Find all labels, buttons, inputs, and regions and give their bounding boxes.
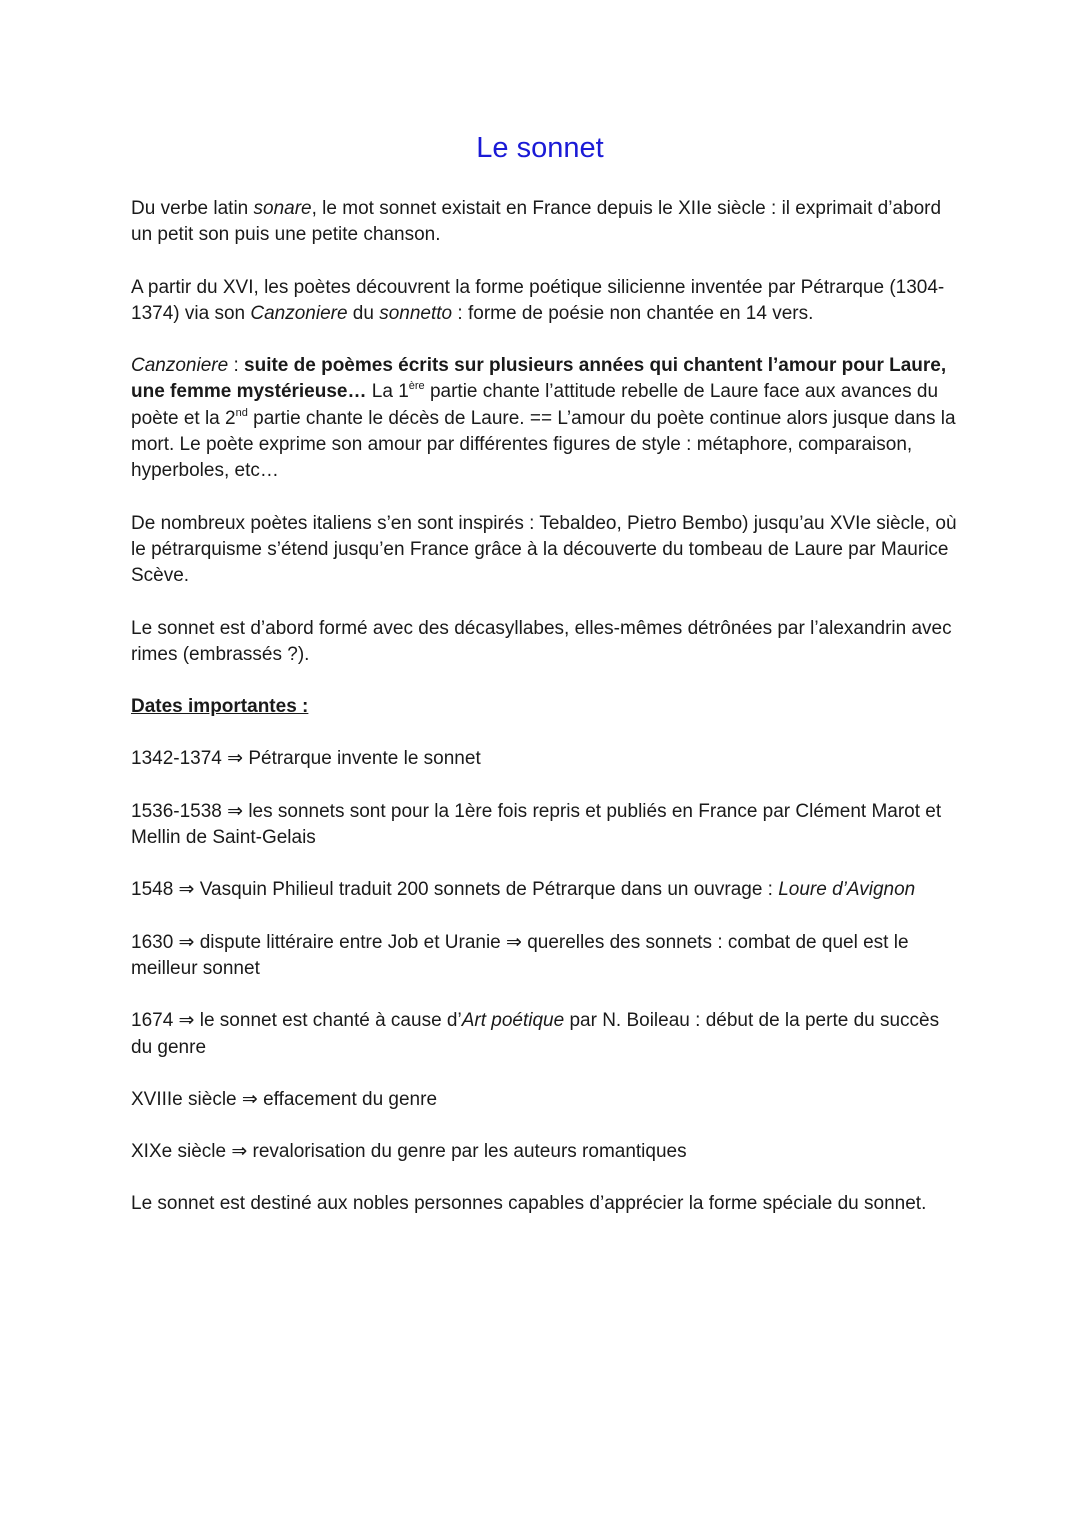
- text-run: du: [347, 302, 380, 324]
- italic-term: Canzoniere: [131, 355, 229, 377]
- date-entry: XVIIIe siècle ⇒ effacement du genre: [131, 1088, 438, 1110]
- date-entry: 1536-1538 ⇒ les sonnets sont pour la 1ère fois repris et publiés en France par Clément Marot et Mellin de Saint-Gelais: [131, 800, 942, 849]
- text-run: Du verbe latin: [131, 198, 254, 219]
- paragraph-form: Le sonnet est d’abord formé avec des décasyllabes, elles-mêmes détrônées par l’alexandrin avec rimes (embrassés ?).: [131, 617, 952, 665]
- date-entry: 1342-1374 ⇒ Pétrarque invente le sonnet: [131, 748, 481, 770]
- italic-term: Canzoniere: [250, 302, 348, 324]
- text-run: partie chante l’attitude rebelle de Laure face aux avances du poète et la 2: [131, 381, 939, 429]
- italic-term: Loure d’Avignon: [778, 879, 916, 901]
- paragraph-canzoniere: [131, 353, 961, 484]
- text-run: :: [228, 355, 245, 377]
- italic-term: Art poétique: [461, 1010, 565, 1032]
- superscript: ère: [408, 380, 425, 393]
- text-run: 1674 ⇒ le sonnet est chanté à cause d’: [131, 1010, 462, 1032]
- paragraph-influence: De nombreux poètes italiens s’en sont inspirés : Tebaldeo, Pietro Bembo) jusqu’au XVIe siècle, où le pétrarquisme s’étend jusqu’en France grâce à la découverte du tombeau de Laure par Maurice Scève.: [131, 512, 957, 587]
- bold-text: suite de poèmes écrits sur plusieurs années qui chantent l’amour pour Laure, une femme mystérieuse…: [131, 355, 947, 403]
- text-run: La 1: [366, 381, 409, 403]
- date-entry: 1630 ⇒ dispute littéraire entre Job et Uranie ⇒ querelles des sonnets : combat de quel est le meilleur sonnet: [131, 931, 909, 979]
- paragraph-etymology: [131, 196, 961, 249]
- document-page: [131, 128, 961, 1244]
- text-run: partie chante le décès de Laure. == L’amour du poète continue alors jusque dans la mort. Le poète exprime son amour par différentes figures de style : métaphore, comparaison, hyperboles, etc…: [131, 407, 956, 482]
- date-entry: XIXe siècle ⇒ revalorisation du genre par les auteurs romantiques: [131, 1141, 687, 1163]
- paragraph-conclusion: Le sonnet est destiné aux nobles personnes capables d’apprécier la forme spéciale du sonnet.: [131, 1193, 927, 1215]
- date-entry: [131, 1008, 961, 1061]
- text-run: : forme de poésie non chantée en 14 vers.: [452, 302, 814, 324]
- text-run: 1548 ⇒ Vasquin Philieul traduit 200 sonnets de Pétrarque dans un ouvrage :: [131, 879, 779, 901]
- italic-term: sonare: [253, 198, 312, 219]
- italic-term: sonnetto: [379, 302, 453, 324]
- text-run: par N. Boileau : début de la perte du succès du genre: [131, 1010, 940, 1058]
- dates-heading: Dates importantes :: [131, 696, 309, 718]
- superscript: nd: [235, 406, 248, 419]
- text-run: , le mot sonnet existait en France depuis le XIIe siècle : il exprimait d’abord un petit son puis une petite chanson.: [131, 198, 942, 246]
- page-title: Le sonnet: [476, 132, 604, 164]
- text-run: A partir du XVI, les poètes découvrent la forme poétique silicienne inventée par Pétrarque (1304-1374) via son: [131, 276, 945, 324]
- paragraph-petrarque: [131, 275, 961, 328]
- date-entry: [131, 877, 961, 903]
